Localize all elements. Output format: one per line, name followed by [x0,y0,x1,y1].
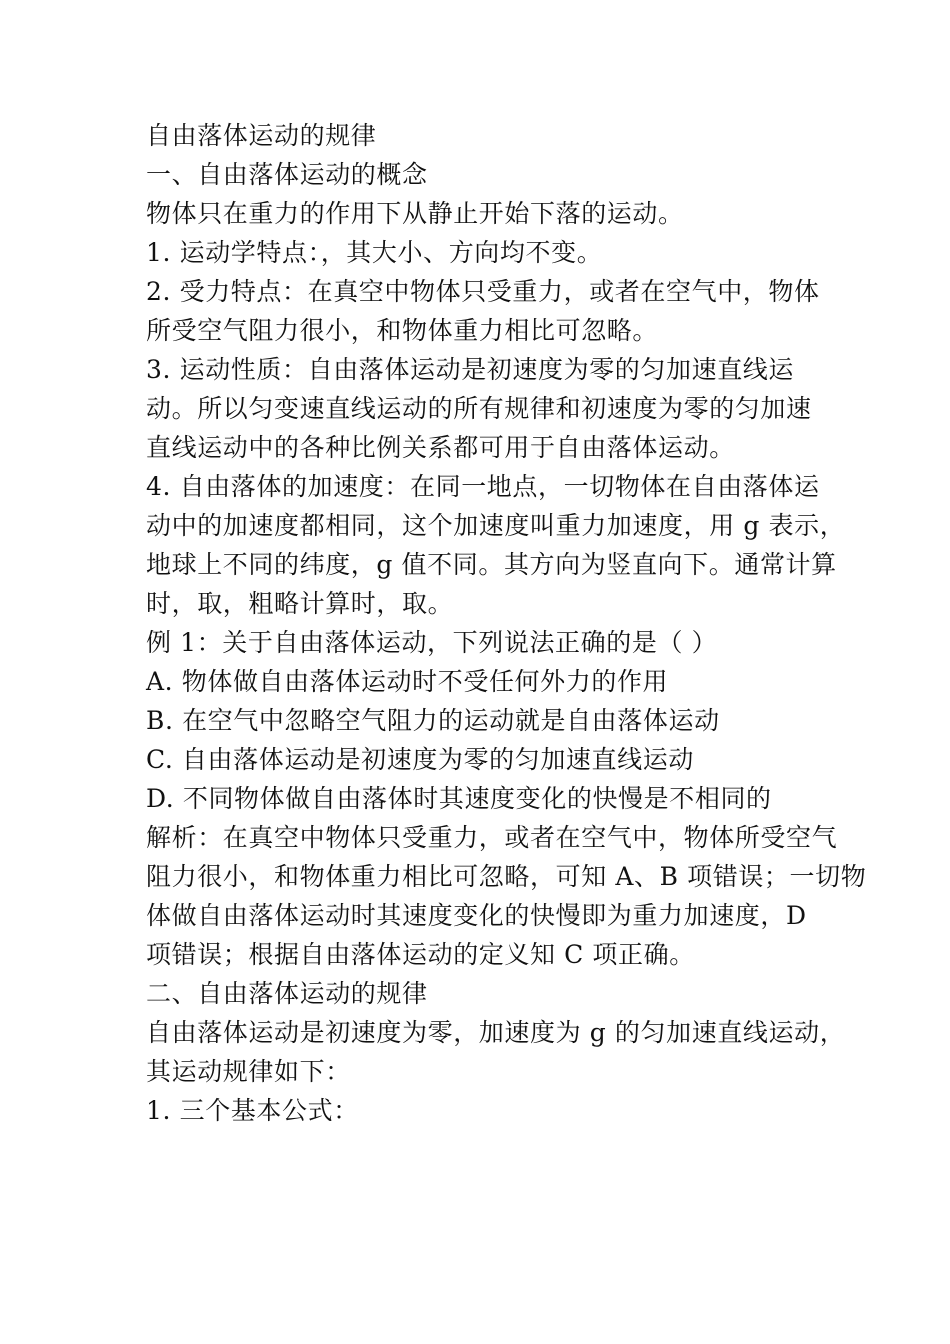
option-a: A. 物体做自由落体运动时不受任何外力的作用 [146,667,669,696]
document-title: 自由落体运动的规律 [146,121,377,150]
list-item-2-cont: 所受空气阻力很小，和物体重力相比可忽略。 [146,316,659,345]
list-item-4: 4. 自由落体的加速度：在同一地点，一切物体在自由落体运 [146,472,820,501]
document-body [146,116,867,1130]
analysis-line: 项错误；根据自由落体运动的定义知 C 项正确。 [146,940,695,969]
list-item-3: 3. 运动性质：自由落体运动是初速度为零的匀加速直线运 [146,355,795,384]
example-question: 例 1：关于自由落体运动，下列说法正确的是（ ） [146,628,718,657]
list-item-2: 2. 受力特点：在真空中物体只受重力，或者在空气中，物体 [146,277,820,306]
analysis-line: 体做自由落体运动时其速度变化的快慢即为重力加速度，D [146,901,807,930]
section-heading-1: 一、自由落体运动的概念 [146,160,428,189]
analysis-line: 解析：在真空中物体只受重力，或者在空气中，物体所受空气 [146,823,838,852]
list-item-4-cont: 地球上不同的纬度，g 值不同。其方向为竖直向下。通常计算 [146,550,837,579]
option-b: B. 在空气中忽略空气阻力的运动就是自由落体运动 [146,706,720,735]
paragraph-line: 物体只在重力的作用下从静止开始下落的运动。 [146,199,684,228]
list-item-3-cont: 动。所以匀变速直线运动的所有规律和初速度为零的匀加速 [146,394,812,423]
option-c: C. 自由落体运动是初速度为零的匀加速直线运动 [146,745,694,774]
list-item-1: 1. 运动学特点：，其大小、方向均不变。 [146,238,603,267]
list-item-4-cont: 动中的加速度都相同，这个加速度叫重力加速度，用 g 表示， [146,511,846,540]
formula-heading: 1. 三个基本公式： [146,1096,359,1125]
list-item-3-cont: 直线运动中的各种比例关系都可用于自由落体运动。 [146,433,735,462]
section-heading-2: 二、自由落体运动的规律 [146,979,428,1008]
paragraph-line: 其运动规律如下： [146,1057,351,1086]
list-item-4-cont: 时，取，粗略计算时，取。 [146,589,454,618]
option-d: D. 不同物体做自由落体时其速度变化的快慢是不相同的 [146,784,772,813]
paragraph-line: 自由落体运动是初速度为零，加速度为 g 的匀加速直线运动， [146,1018,846,1047]
analysis-line: 阻力很小，和物体重力相比可忽略，可知 A、B 项错误；一切物 [146,862,867,891]
